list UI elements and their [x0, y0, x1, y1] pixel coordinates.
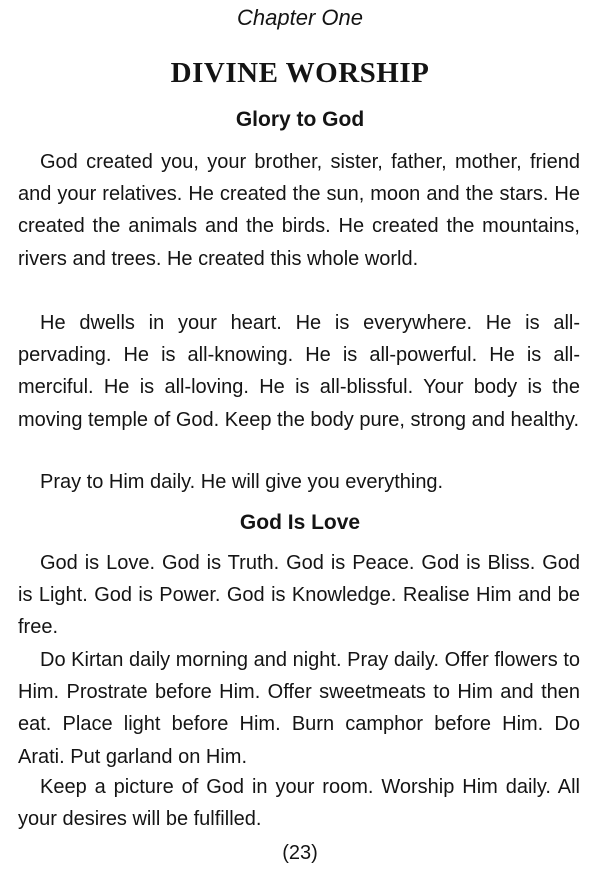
chapter-title: DIVINE WORSHIP: [170, 57, 430, 89]
paragraph-pray-daily: Pray to Him daily. He will give you everything.: [40, 471, 444, 493]
paragraph-kirtan: Do Kirtan daily morning and night. Pray daily. Offer flowers to Him. Prostrate before Him. Offer sweetmeats to Him and then eat. Place light before Him. Burn camphor before Him. Do Arati. Put garland on Him.: [18, 649, 580, 768]
paragraph-creation: God created you, your brother, sister, father, mother, friend and your relatives. He created the sun, moon and the stars. He created the animals and the birds. He created the mountains, rivers and trees. He created this whole world.: [18, 151, 580, 270]
paragraph-picture-of-god: Keep a picture of God in your room. Worship Him daily. All your desires will be fulfilled.: [18, 776, 580, 831]
section-heading-glory-to-god: Glory to God: [235, 108, 365, 131]
page-number: (23): [282, 842, 318, 864]
chapter-label: Chapter One: [237, 5, 363, 30]
paragraph-god-is-love: God is Love. God is Truth. God is Peace. God is Bliss. God is Light. God is Power. God is Knowledge. Realise Him and be free.: [18, 552, 580, 639]
paragraph-omnipresence: He dwells in your heart. He is everywhere. He is all-pervading. He is all-knowing. He is all-powerful. He is all-merciful. He is all-loving. He is all-blissful. Your body is the moving temple of God. Keep the body pure, strong and healthy.: [18, 312, 580, 431]
section-heading-god-is-love: God Is Love: [239, 511, 361, 534]
